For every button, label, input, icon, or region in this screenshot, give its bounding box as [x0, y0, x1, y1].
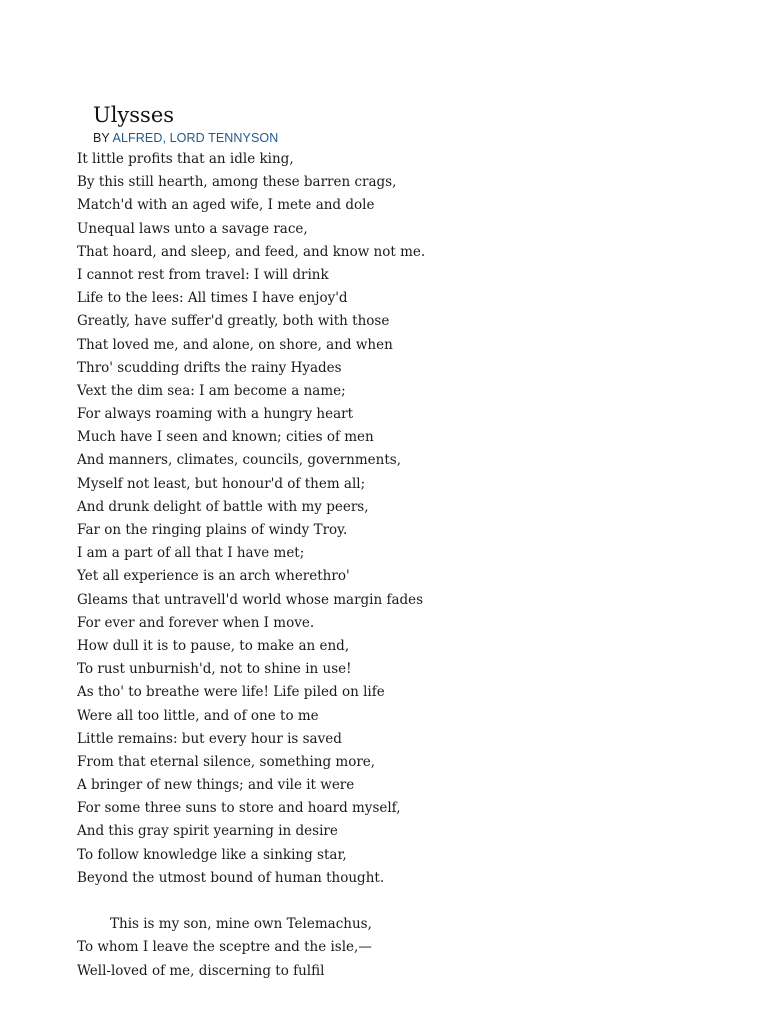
- poem-line: Unequal laws unto a savage race,: [77, 220, 308, 237]
- poem-body: [77, 148, 697, 983]
- poem-line: And manners, climates, councils, governments,: [77, 452, 401, 469]
- poem-line: Far on the ringing plains of windy Troy.: [77, 522, 348, 538]
- poem-line: Beyond the utmost bound of human thought.: [77, 869, 385, 886]
- poem-line: By this still hearth, among these barren crags,: [77, 174, 397, 191]
- poem-line: This is my son, mine own Telemachus,: [110, 916, 372, 933]
- author-link[interactable]: ALFRED, LORD TENNYSON: [112, 131, 279, 145]
- poem-line: That hoard, and sleep, and feed, and know not me.: [77, 243, 426, 260]
- poem-line: It little profits that an idle king,: [77, 151, 294, 167]
- poem-line: And this gray spirit yearning in desire: [77, 823, 338, 840]
- poem-line: How dull it is to pause, to make an end,: [77, 637, 350, 654]
- poem-line: Well-loved of me, discerning to fulfil: [77, 962, 325, 979]
- stanza-2: [77, 913, 697, 983]
- poem-line: Little remains: but every hour is saved: [77, 730, 342, 747]
- poem-title: Ulysses: [93, 103, 175, 127]
- poem-line: As tho' to breathe were life! Life piled on life: [77, 684, 385, 701]
- poem-line: Match'd with an aged wife, I mete and dole: [77, 197, 375, 214]
- poem-line: Greatly, have suffer'd greatly, both with those: [77, 313, 390, 330]
- poem-line: I am a part of all that I have met;: [77, 545, 305, 562]
- poem-line: Much have I seen and known; cities of men: [77, 429, 374, 446]
- poem-line: Vext the dim sea: I am become a name;: [77, 382, 346, 399]
- poem-line: Myself not least, but honour'd of them all;: [77, 475, 366, 492]
- byline: [93, 130, 278, 146]
- poem-line: I cannot rest from travel: I will drink: [77, 266, 329, 283]
- poem-line: For ever and forever when I move.: [77, 614, 315, 631]
- stanza-break: [77, 890, 697, 913]
- poem-line: From that eternal silence, something more,: [77, 753, 376, 770]
- poem-line: To follow knowledge like a sinking star,: [77, 846, 347, 863]
- poem-line: For some three suns to store and hoard myself,: [77, 800, 401, 817]
- poem-line: And drunk delight of battle with my peers,: [77, 498, 369, 515]
- stanza-1: [77, 148, 697, 890]
- by-label: BY: [93, 131, 110, 145]
- poem-line: Were all too little, and of one to me: [77, 707, 319, 724]
- poem-line: Thro' scudding drifts the rainy Hyades: [77, 359, 342, 376]
- poem-line: Gleams that untravell'd world whose margin fades: [77, 591, 424, 608]
- poem-line: For always roaming with a hungry heart: [77, 406, 354, 423]
- poem-line: A bringer of new things; and vile it were: [77, 777, 355, 794]
- poem-line: To rust unburnish'd, not to shine in use!: [77, 661, 352, 678]
- poem-line: Life to the lees: All times I have enjoy'd: [77, 290, 348, 307]
- poem-line: To whom I leave the sceptre and the isle,—: [77, 939, 372, 956]
- poem-line: Yet all experience is an arch wherethro': [77, 568, 350, 585]
- poem-line: That loved me, and alone, on shore, and when: [77, 336, 393, 353]
